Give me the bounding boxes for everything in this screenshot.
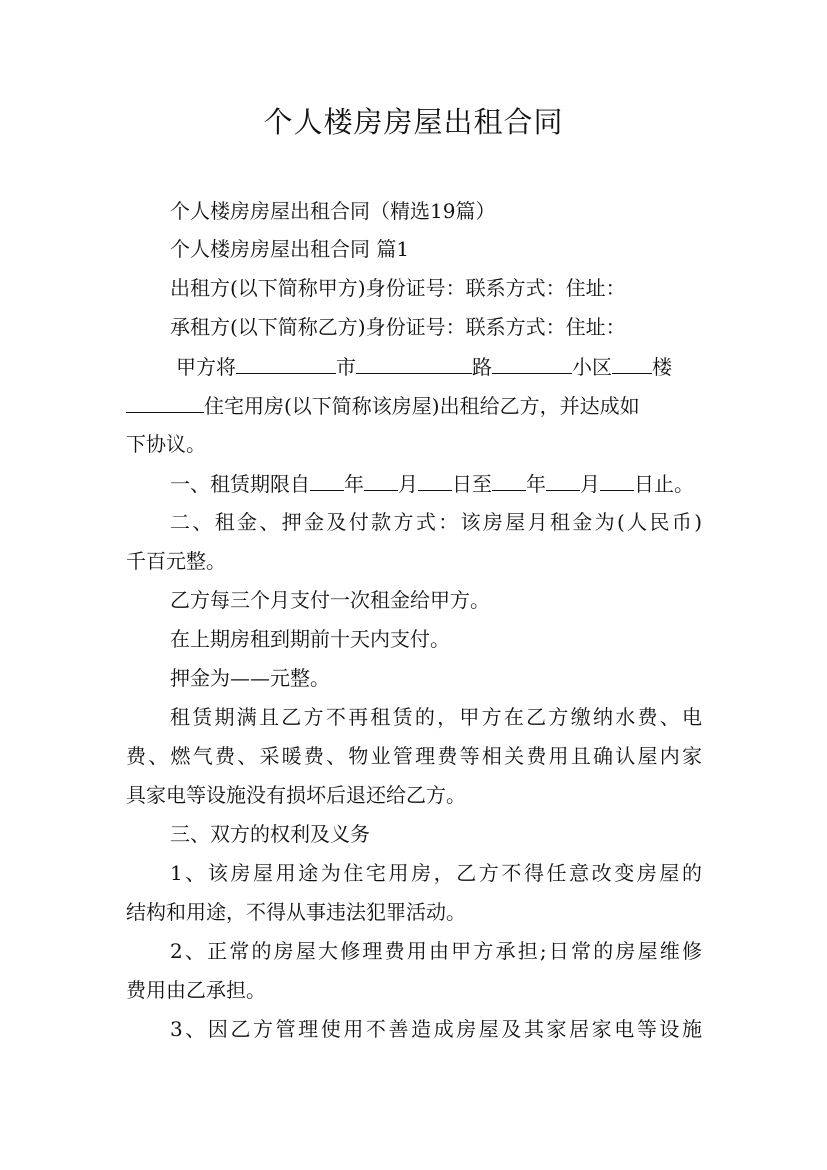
building-blank [612, 351, 652, 374]
term-text: 年 [344, 472, 364, 496]
rent-line-1: 二、租金、押金及付款方式：该房屋月租金为(人民币) [170, 510, 702, 534]
term-text: 月 [580, 472, 600, 496]
subtitle: 个人楼房房屋出租合同（精选19篇） [170, 199, 496, 223]
end-year-blank [492, 468, 526, 491]
payment-due: 在上期房租到期前十天内支付。 [170, 627, 450, 651]
payment-cycle: 乙方每三个月支付一次租金给甲方。 [170, 588, 490, 612]
document-title: 个人楼房房屋出租合同 [263, 105, 564, 139]
start-month-blank [364, 468, 398, 491]
clause-1-line-2: 结构和用途，不得从事违法犯罪活动。 [126, 900, 466, 924]
end-day-blank [600, 468, 634, 491]
refund-line-3: 具家电等设施没有损坏后退还给乙方。 [126, 783, 466, 807]
premises-line-3: 下协议。 [126, 432, 206, 456]
party-a-line: 出租方(以下简称甲方)身份证号：联系方式：住址： [170, 276, 626, 300]
term-text: 日至 [452, 472, 492, 496]
city-blank [236, 351, 336, 374]
premises-text: 甲方将 [176, 355, 236, 379]
clause-1-line-1: 1、该房屋用途为住宅用房，乙方不得任意改变房屋的 [170, 861, 702, 885]
deposit-line: 押金为——元整。 [170, 666, 330, 690]
clause-2-line-1: 2、正常的房屋大修理费用由甲方承担;日常的房屋维修 [170, 939, 702, 963]
premises-text: 住宅用房(以下简称该房屋)出租给乙方，并达成如 [204, 394, 640, 418]
term-text: 月 [398, 472, 418, 496]
party-b-line: 承租方(以下简称乙方)身份证号：联系方式：住址： [170, 315, 626, 339]
lease-term-line [170, 468, 694, 499]
road-blank [356, 351, 472, 374]
end-month-blank [546, 468, 580, 491]
unit-blank [126, 390, 204, 413]
start-year-blank [310, 468, 344, 491]
term-text: 年 [526, 472, 546, 496]
premises-line-1 [176, 351, 672, 382]
refund-line-2: 费、燃气费、采暖费、物业管理费等相关费用且确认屋内家 [126, 744, 702, 768]
premises-text: 小区 [572, 355, 612, 379]
start-day-blank [418, 468, 452, 491]
rent-line-2: 千百元整。 [126, 549, 226, 573]
community-blank [492, 351, 572, 374]
premises-line-2 [126, 390, 640, 421]
section-heading: 个人楼房房屋出租合同 篇1 [170, 237, 410, 261]
rights-heading: 三、双方的权利及义务 [170, 822, 370, 846]
premises-text: 市 [336, 355, 356, 379]
premises-text: 楼 [652, 355, 672, 379]
term-text: 一、租赁期限自 [170, 472, 310, 496]
premises-text: 路 [472, 355, 492, 379]
refund-line-1: 租赁期满且乙方不再租赁的，甲方在乙方缴纳水费、电 [170, 705, 702, 729]
clause-2-line-2: 费用由乙承担。 [126, 978, 266, 1002]
clause-3-line-1: 3、因乙方管理使用不善造成房屋及其家居家电等设施 [170, 1017, 702, 1041]
term-text: 日止。 [634, 472, 694, 496]
